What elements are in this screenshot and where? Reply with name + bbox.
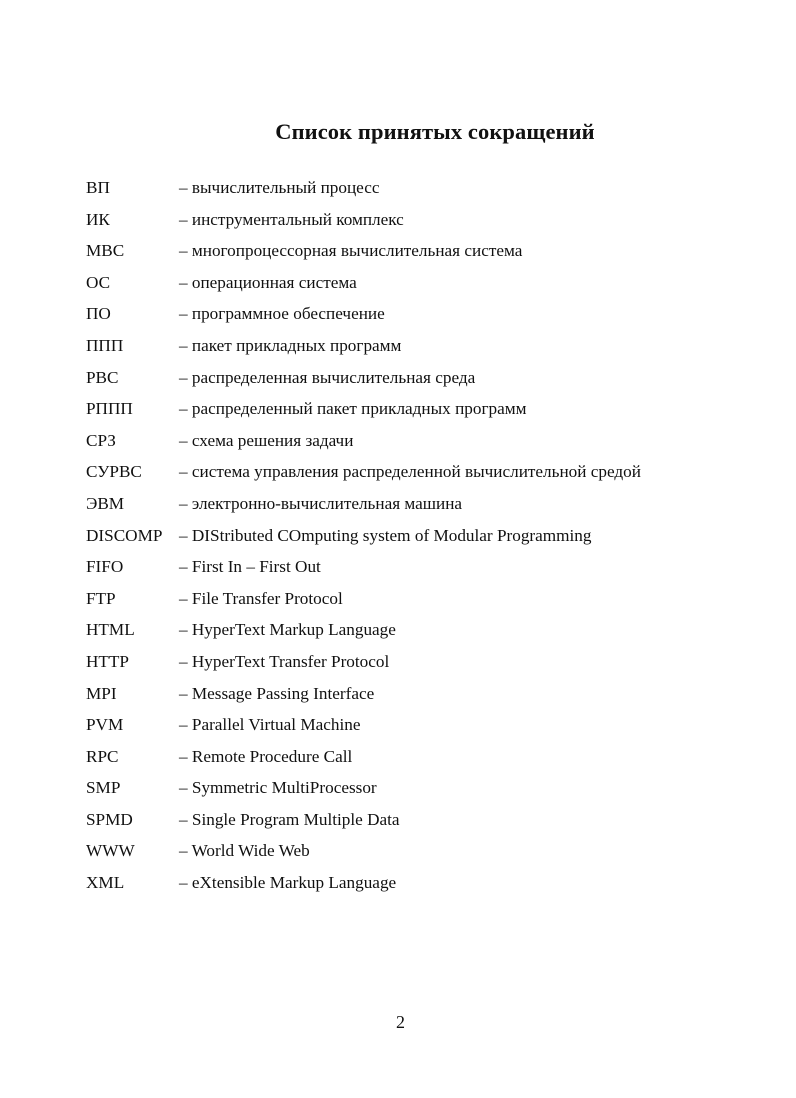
abbreviation-term: PVM: [86, 715, 124, 735]
abbreviation-row: [86, 330, 776, 362]
abbreviation-definition: – File Transfer Protocol: [179, 588, 343, 608]
abbreviation-row: [86, 709, 776, 741]
abbreviation-definition: – Single Program Multiple Data: [179, 809, 400, 829]
abbreviation-row: [86, 551, 776, 583]
abbreviation-row: [86, 520, 776, 552]
abbreviation-row: [86, 393, 776, 425]
abbreviation-term: WWW: [86, 841, 135, 861]
abbreviation-term: РППП: [86, 399, 133, 419]
abbreviation-definition: – распределенная вычислительная среда: [179, 367, 476, 387]
abbreviation-definition: – электронно-вычислительная машина: [179, 493, 463, 513]
abbreviation-definition: – система управления распределенной вычислительной средой: [179, 462, 641, 482]
abbreviation-definition: – схема решения задачи: [179, 430, 354, 450]
abbreviation-definition: – World Wide Web: [179, 841, 310, 861]
abbreviation-row: [86, 456, 776, 488]
abbreviation-term: DISCOMP: [86, 525, 163, 545]
abbreviation-term: FTP: [86, 588, 116, 608]
abbreviation-row: [86, 772, 776, 804]
abbreviation-definition: – распределенный пакет прикладных программ: [179, 399, 527, 419]
abbreviation-row: [86, 425, 776, 457]
abbreviation-term: HTML: [86, 620, 135, 640]
abbreviation-definition: – операционная система: [179, 272, 357, 292]
abbreviation-definition: – Remote Procedure Call: [179, 746, 353, 766]
abbreviation-row: [86, 614, 776, 646]
abbreviation-definition: – DIStributed COmputing system of Modular Programming: [179, 525, 592, 545]
abbreviation-term: ИК: [86, 209, 110, 229]
abbreviation-row: [86, 172, 776, 204]
page-number: 2: [396, 1012, 405, 1032]
abbreviation-row: [86, 804, 776, 836]
abbreviation-definition: – программное обеспечение: [179, 304, 385, 324]
page-title: Список принятых сокращений: [275, 119, 595, 145]
abbreviation-definition: – инструментальный комплекс: [179, 209, 404, 229]
abbreviation-term: МВС: [86, 241, 125, 261]
abbreviation-row: [86, 235, 776, 267]
abbreviation-term: SPMD: [86, 809, 133, 829]
abbreviation-row: [86, 678, 776, 710]
abbreviation-row: [86, 646, 776, 678]
abbreviation-definition: – Parallel Virtual Machine: [179, 715, 361, 735]
abbreviation-term: MPI: [86, 683, 117, 703]
abbreviation-definition: – HyperText Transfer Protocol: [179, 651, 390, 671]
abbreviation-term: ППП: [86, 335, 124, 355]
abbreviation-term: РВС: [86, 367, 119, 387]
abbreviation-term: XML: [86, 873, 125, 893]
abbreviation-definition: – First In – First Out: [179, 557, 321, 577]
abbreviation-definition: – многопроцессорная вычислительная система: [179, 241, 523, 261]
abbreviation-row: [86, 267, 776, 299]
abbreviation-definition: – Symmetric MultiProcessor: [179, 778, 377, 798]
abbreviation-term: ПО: [86, 304, 111, 324]
abbreviation-term: HTTP: [86, 651, 129, 671]
abbreviation-row: [86, 867, 776, 899]
abbreviation-row: [86, 298, 776, 330]
abbreviation-term: ВП: [86, 178, 110, 197]
abbreviation-term: СРЗ: [86, 430, 116, 450]
abbreviation-definition: – HyperText Markup Language: [179, 620, 396, 640]
abbreviation-definition: – вычислительный процесс: [179, 178, 380, 197]
abbreviation-row: [86, 488, 776, 520]
abbreviation-term: FIFO: [86, 557, 124, 577]
abbreviation-term: SMP: [86, 778, 121, 798]
abbreviation-definition: – eXtensible Markup Language: [179, 873, 397, 893]
abbreviation-row: [86, 835, 776, 867]
abbreviation-row: [86, 204, 776, 236]
abbreviation-definition: – пакет прикладных программ: [179, 335, 402, 355]
abbreviation-row: [86, 583, 776, 615]
abbreviation-row: [86, 362, 776, 394]
abbreviation-row: [86, 741, 776, 773]
abbreviation-list: [86, 172, 776, 899]
abbreviation-term: СУРВС: [86, 462, 142, 482]
abbreviation-term: RPC: [86, 746, 119, 766]
abbreviation-term: ЭВМ: [86, 493, 125, 513]
abbreviation-definition: – Message Passing Interface: [179, 683, 375, 703]
abbreviation-term: ОС: [86, 272, 111, 292]
